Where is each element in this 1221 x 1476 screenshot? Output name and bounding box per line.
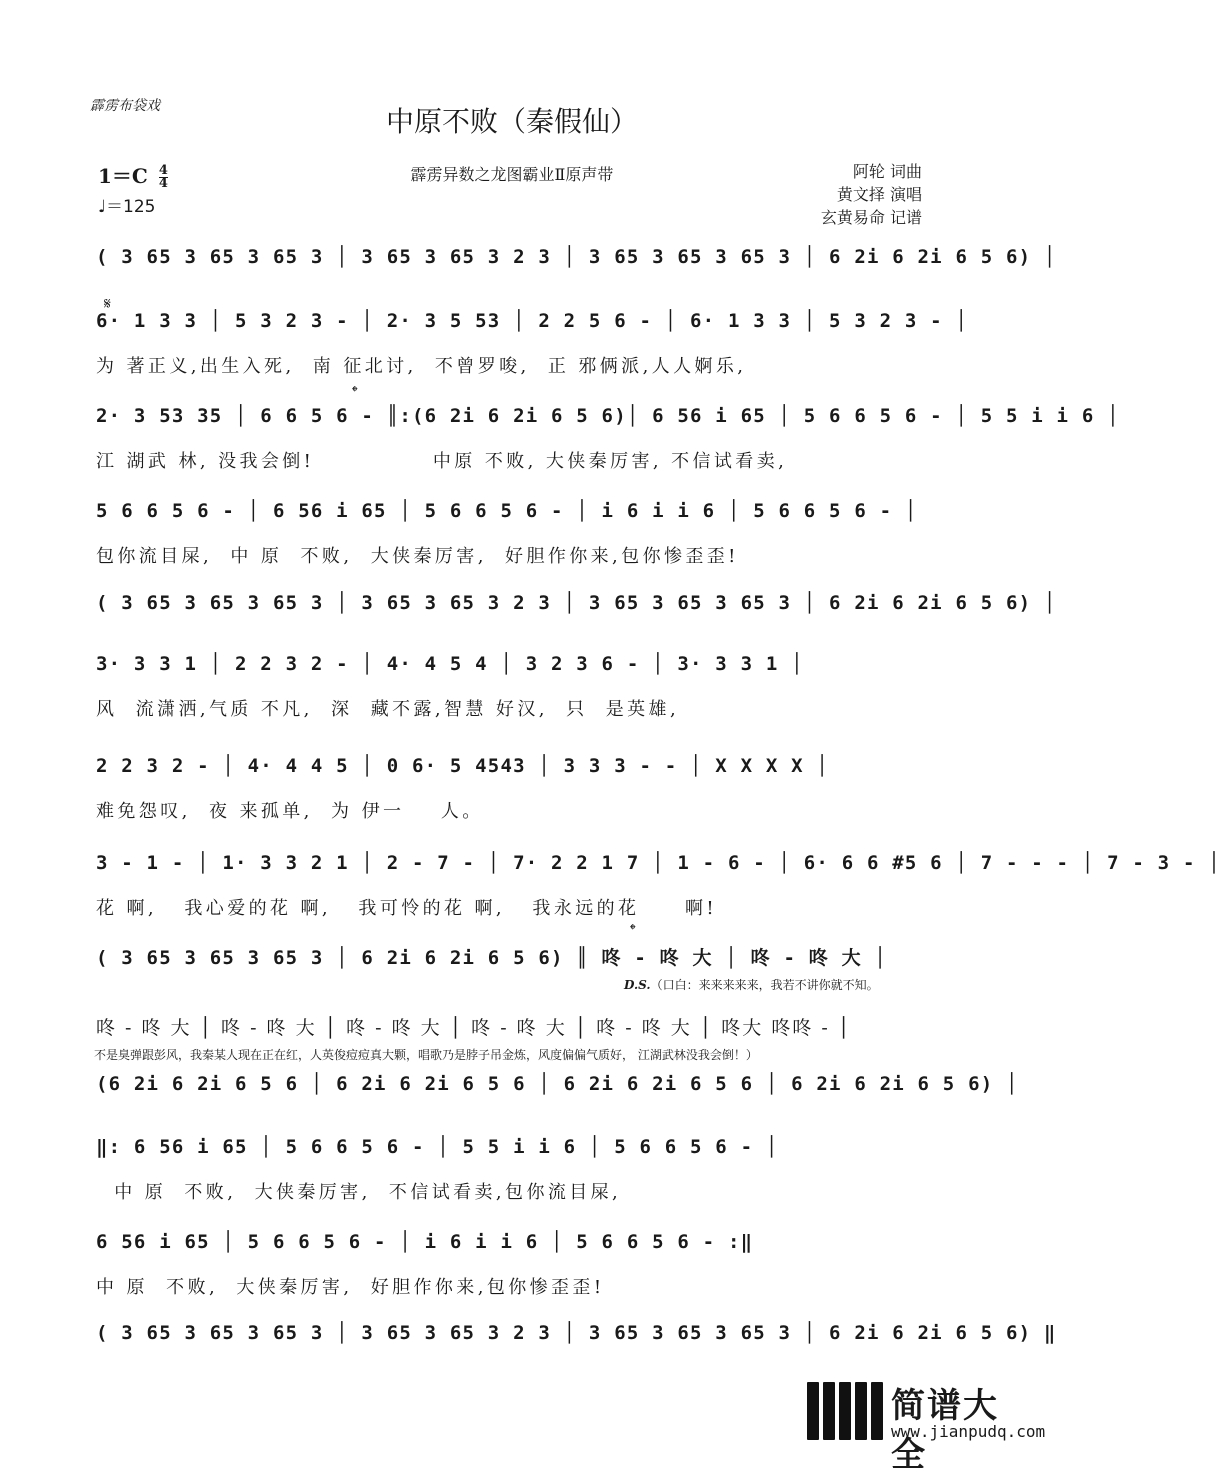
system-3 xyxy=(96,405,1120,475)
lyrics-line: 江 湖武 林, 没我会倒! 中原 不败, 大侠秦厉害, 不信试看卖, xyxy=(96,451,788,472)
ds-label: D.S. xyxy=(624,978,651,992)
logo-url: www.jianpudq.com xyxy=(891,1422,1046,1441)
notation-line: 6 56 i 65 │ 5 6 6 5 6 - │ i 6 i i 6 │ 5 6 6 5 6 - :‖ xyxy=(96,1231,754,1253)
notation-line: ( 3 65 3 65 3 65 3 │ 6 2i 6 2i 6 5 6) ║ 咚 - 咚 大 │ 咚 - 咚 大 │ xyxy=(96,947,888,969)
system-5 xyxy=(96,592,1057,622)
series-label: 霹雳布袋戏 xyxy=(90,98,160,114)
lyrics-line: 包你流目屎, 中 原 不败, 大侠秦厉害, 好胆作你来,包你惨歪歪! xyxy=(96,546,739,567)
system-11 xyxy=(96,1073,1019,1103)
notation-line: ( 3 65 3 65 3 65 3 │ 3 65 3 65 3 2 3 │ 3 65 3 65 3 65 3 │ 6 2i 6 2i 6 5 6) │ xyxy=(96,592,1057,614)
system-12 xyxy=(96,1136,932,1206)
lyrics-line: 中 原 不败, 大侠秦厉害, 好胆作你来,包你惨歪歪! xyxy=(96,1277,605,1298)
time-denominator: 4 xyxy=(158,176,168,191)
notation-line: ( 3 65 3 65 3 65 3 │ 3 65 3 65 3 2 3 │ 3 65 3 65 3 65 3 │ 6 2i 6 2i 6 5 6) ‖ xyxy=(96,1322,1057,1344)
notation-line: (6 2i 6 2i 6 5 6 │ 6 2i 6 2i 6 5 6 │ 6 2i 6 2i 6 5 6 │ 6 2i 6 2i 6 5 6) │ xyxy=(96,1073,1019,1095)
lyrics-line: 花 啊, 我心爱的花 啊, 我可怜的花 啊, 我永远的花 啊! xyxy=(96,898,718,919)
credit-transcriber: 玄黄易命 记谱 xyxy=(820,208,922,227)
notation-line: 5 6 6 5 6 - │ 6 56 i 65 │ 5 6 6 5 6 - │ i 6 i i 6 │ 5 6 6 5 6 - │ xyxy=(96,500,918,522)
site-logo[interactable] xyxy=(805,1378,1046,1475)
notation-line: 3· 3 3 1 │ 2 2 3 2 - │ 4· 4 5 4 │ 3 2 3 6 - │ 3· 3 3 1 │ xyxy=(96,653,804,675)
time-numerator: 4 xyxy=(158,163,168,178)
notation-line: 3 - 1 - │ 1· 3 3 2 1 │ 2 - 7 - │ 7· 2 2 1 7 │ 1 - 6 - │ 6· 6 6 #5 6 │ 7 - - - │ 7 - 3 - │ xyxy=(96,852,1221,874)
lyrics-line: 风 流潇洒,气质 不凡, 深 藏不露,智慧 好汉, 只 是英雄, xyxy=(96,699,680,720)
notation-line: ( 3 65 3 65 3 65 3 │ 3 65 3 65 3 2 3 │ 3 65 3 65 3 65 3 │ 6 2i 6 2i 6 5 6) │ xyxy=(96,246,1057,268)
notation-line: 2· 3 53 35 │ 6 6 5 6 - ║:(6 2i 6 2i 6 5 6)│ 6 56 i 65 │ 5 6 6 5 6 - │ 5 5 i i 6 │ xyxy=(96,405,1120,427)
coda-icon: 𝄌 xyxy=(352,382,358,401)
logo-text: 简谱大全 xyxy=(891,1386,999,1475)
notation-line: 6· 1 3 3 │ 5 3 2 3 - │ 2· 3 5 53 │ 2 2 5 6 - │ 6· 1 3 3 │ 5 3 2 3 - │ xyxy=(96,310,969,332)
system-9 xyxy=(96,943,932,973)
system-1 xyxy=(96,246,1057,276)
piano-keys-icon xyxy=(805,1378,885,1444)
spoken-line-2: 不是臭弹跟彭风，我秦某人现在正在红，人英俊痘痘真大颗，唱歌乃是脖子吊金炼，风度偏偏气质好， 江湖武林没我会倒！） xyxy=(94,1048,758,1062)
lyrics-line: 中 原 不败, 大侠秦厉害, 不信试看卖,包你流目屎, xyxy=(96,1182,622,1203)
lyrics-line: 难免怨叹, 夜 来孤单, 为 伊一 人。 xyxy=(96,801,484,822)
credit-lyrics-music: 阿轮 词曲 xyxy=(852,162,922,181)
lyrics-line: 为 著正义,出生入死, 南 征北讨, 不曾罗唆, 正 邪俩派,人人婀乐, xyxy=(96,356,747,377)
spoken-line-1: （口白：来来来来来，我若不讲你就不知。 xyxy=(650,978,879,992)
system-7 xyxy=(96,755,932,825)
notation-line: ‖: 6 56 i 65 │ 5 6 6 5 6 - │ 5 5 i i 6 │ 5 6 6 5 6 - │ xyxy=(96,1136,779,1158)
coda-icon-2: 𝄌 xyxy=(630,920,636,939)
system-8 xyxy=(96,852,1221,922)
segno-icon: 𝄋 xyxy=(104,294,111,313)
tempo-marking: ♩＝125 xyxy=(98,197,156,217)
system-2 xyxy=(96,310,969,380)
system-6 xyxy=(96,653,932,723)
credits xyxy=(821,160,922,229)
system-10 xyxy=(96,1013,932,1043)
song-title: 中原不败（秦假仙） xyxy=(385,105,638,138)
system-13 xyxy=(96,1231,932,1301)
notation-line: 咚 - 咚 大 │ 咚 - 咚 大 │ 咚 - 咚 大 │ 咚 - 咚 大 │ 咚 - 咚 大 │ 咚大 咚咚 - │ xyxy=(96,1017,852,1039)
credit-singer: 黄文择 演唱 xyxy=(836,185,922,204)
system-4 xyxy=(96,500,932,570)
notation-line: 2 2 3 2 - │ 4· 4 4 5 │ 0 6· 5 4543 │ 3 3 3 - - │ X X X X │ xyxy=(96,755,830,777)
system-14 xyxy=(96,1322,1057,1352)
subtitle: 霹雳异数之龙图霸业Ⅱ原声带 xyxy=(410,165,614,184)
ds-mark xyxy=(624,976,879,993)
key-label: 1＝C xyxy=(98,164,148,188)
